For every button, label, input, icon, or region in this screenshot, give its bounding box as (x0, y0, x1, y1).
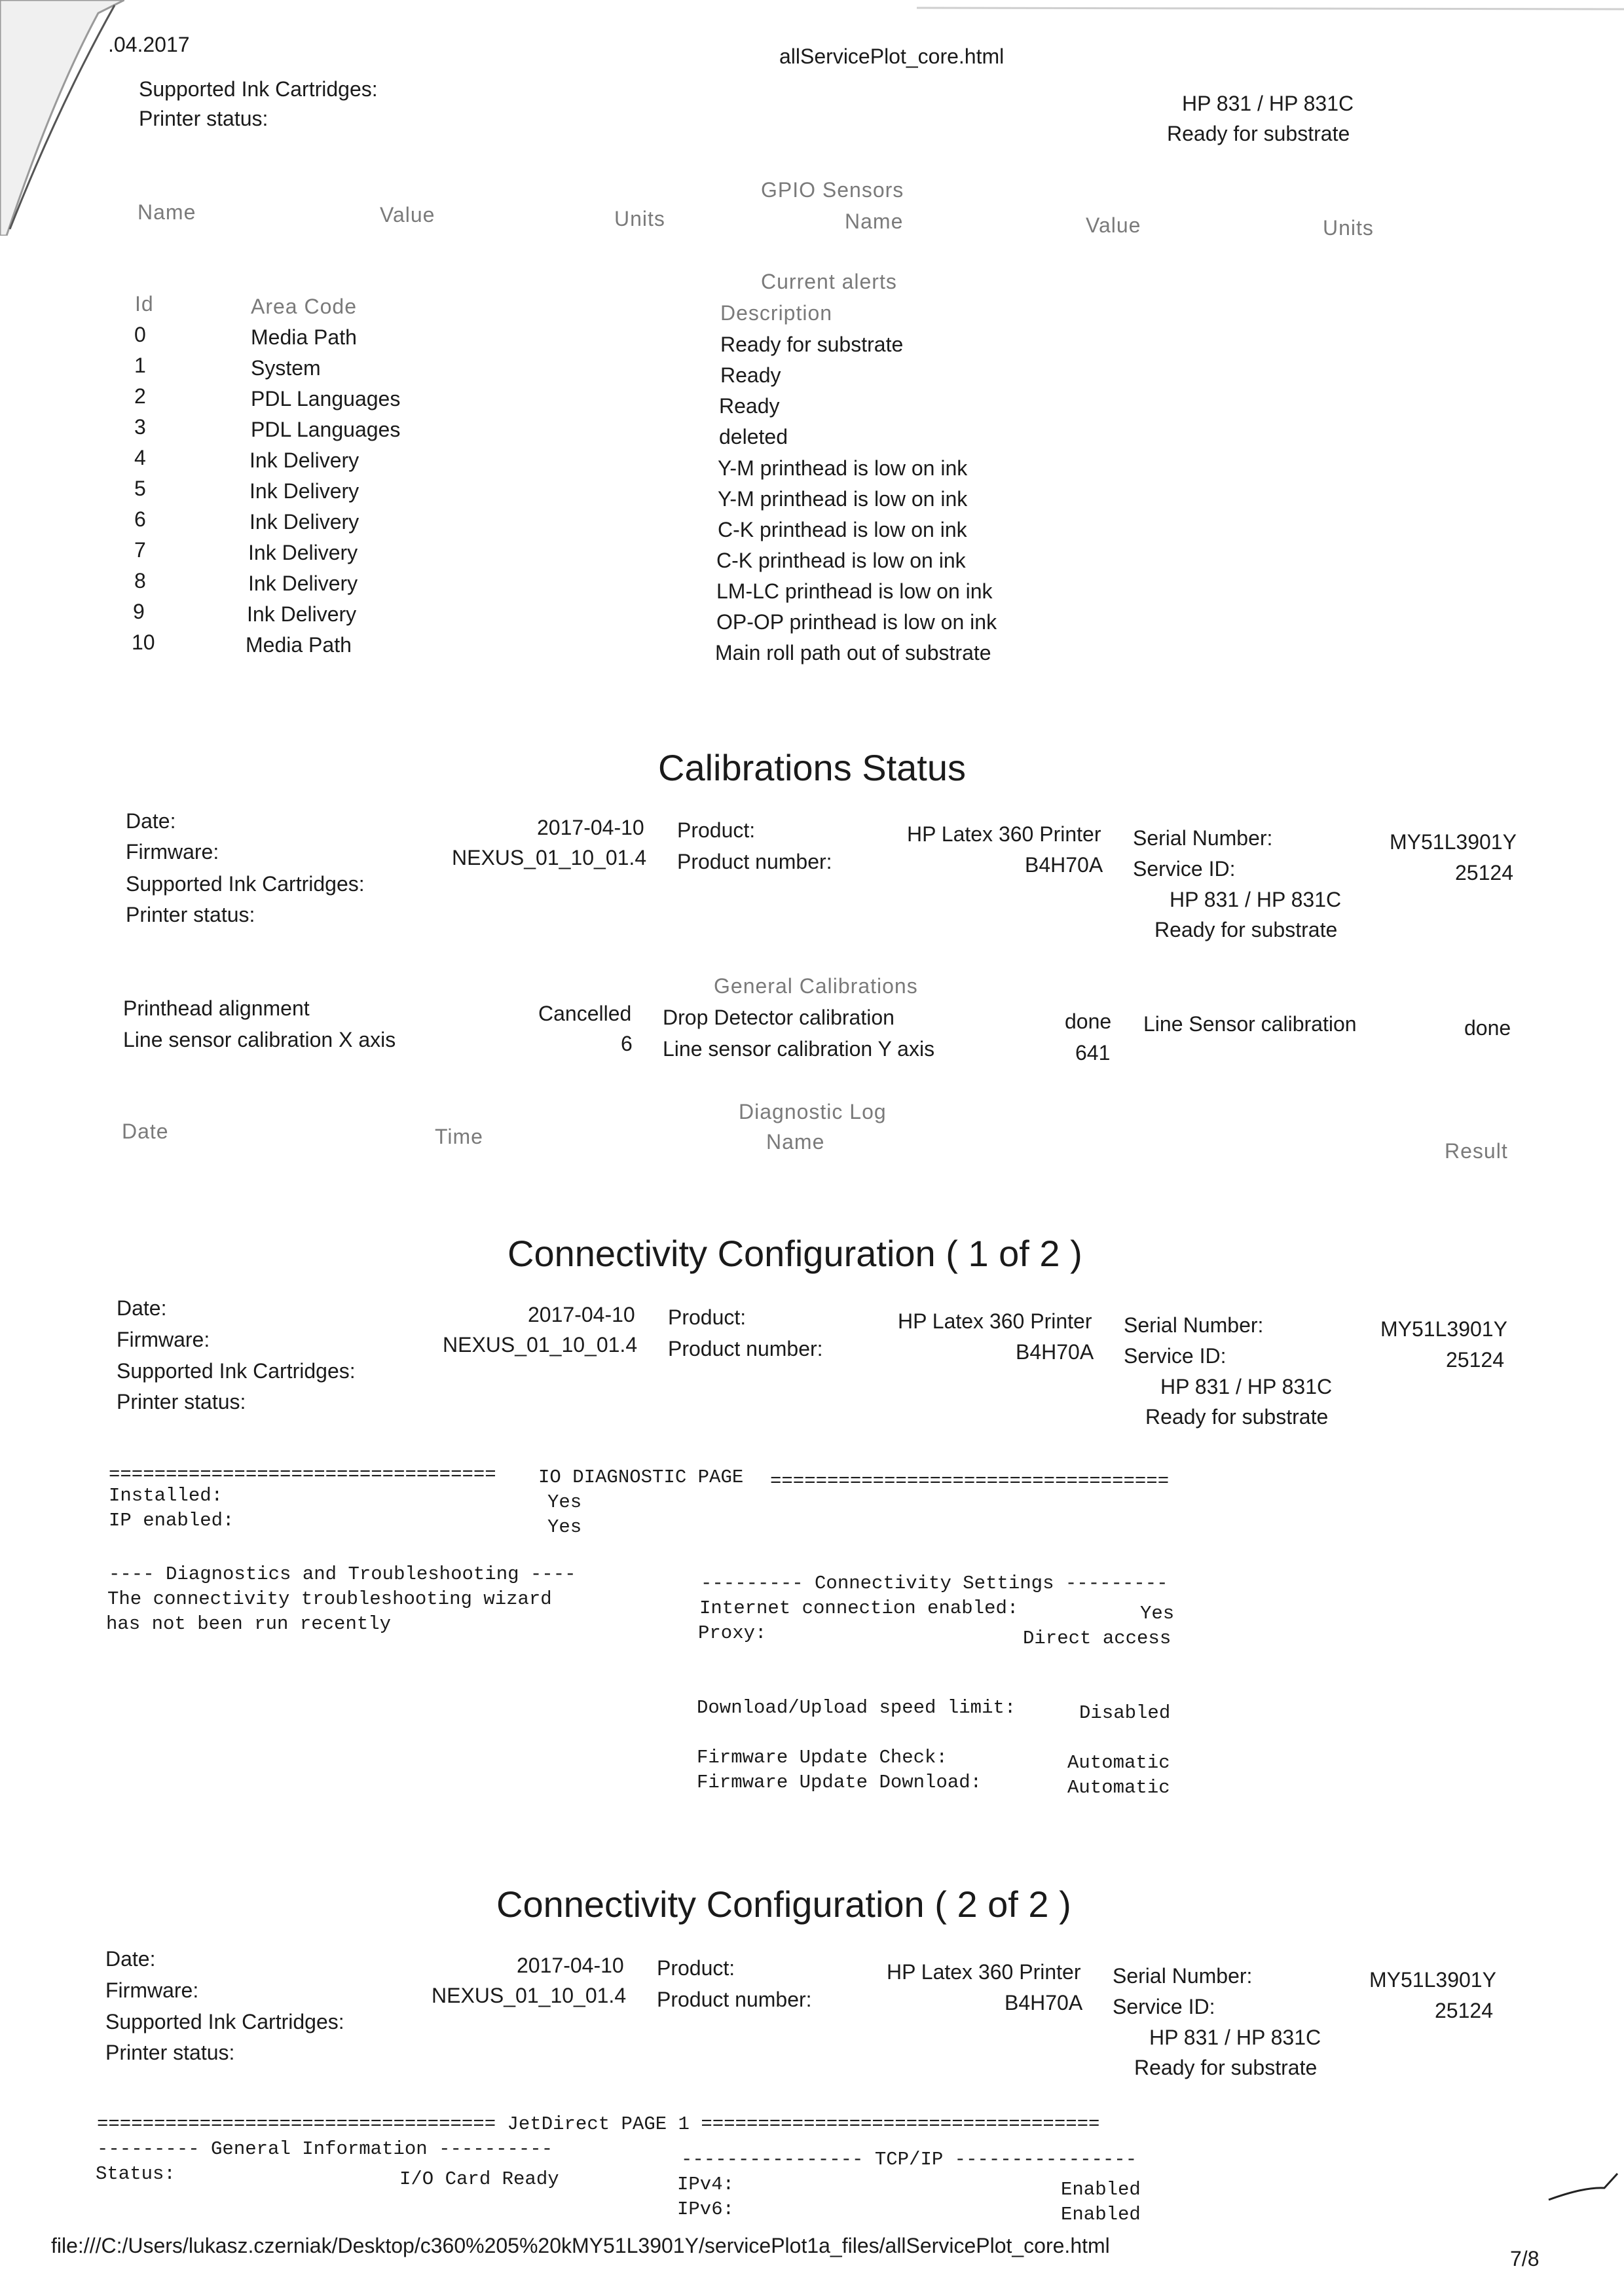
alert-area: Ink Delivery (249, 479, 360, 503)
alert-description: Ready for substrate (720, 333, 904, 356)
product-number-value: B4H70A (1016, 1340, 1094, 1364)
product-label: Product: (657, 1956, 735, 1980)
line-sensor-x-value: 6 (621, 1032, 633, 1055)
printhead-alignment-value: Cancelled (538, 1002, 632, 1025)
alert-area: PDL Languages (251, 418, 401, 441)
printer-status-value: Ready for substrate (1154, 918, 1338, 941)
gpio-col-units-2: Units (1323, 216, 1374, 240)
supported-ink-label: Supported Ink Cartridges: (126, 872, 365, 896)
general-information-header: --------- General Information ---------- (97, 2138, 553, 2160)
printhead-alignment-label: Printhead alignment (123, 996, 310, 1020)
proxy-value: Direct access (1023, 1628, 1172, 1649)
diagnostics-header: ---- Diagnostics and Troubleshooting ---- (109, 1563, 576, 1585)
alert-area: Media Path (246, 633, 352, 657)
alert-area: Ink Delivery (247, 602, 357, 626)
date-label: Date: (105, 1947, 156, 1971)
installed-value: Yes (547, 1491, 582, 1513)
printer-status-value: Ready for substrate (1134, 2056, 1318, 2079)
drop-detector-value: done (1065, 1010, 1112, 1033)
product-number-label: Product number: (668, 1337, 823, 1360)
diag-col-name: Name (766, 1130, 825, 1154)
ip-enabled-value: Yes (547, 1516, 582, 1538)
diag-col-date: Date (122, 1120, 169, 1143)
service-id-label: Service ID: (1113, 1995, 1215, 2018)
proxy-label: Proxy: (698, 1622, 767, 1644)
firmware-download-value: Automatic (1067, 1777, 1170, 1798)
connectivity-2-title: Connectivity Configuration ( 2 of 2 ) (496, 1884, 1071, 1925)
printer-status-label: Printer status: (126, 903, 255, 926)
service-id-value: 25124 (1455, 861, 1513, 884)
card-status-label: Status: (96, 2163, 175, 2185)
alerts-title: Current alerts (761, 270, 897, 293)
firmware-value: NEXUS_01_10_01.4 (432, 1984, 627, 2007)
service-id-value: 25124 (1446, 1348, 1504, 1372)
pen-mark (1545, 2160, 1624, 2213)
product-value: HP Latex 360 Printer (887, 1960, 1081, 1984)
date-value: 2017-04-10 (517, 1954, 624, 1977)
alert-id: 4 (134, 446, 146, 469)
service-id-value: 25124 (1435, 1999, 1493, 2022)
ink-value: HP 831 / HP 831C (1182, 92, 1354, 115)
alert-description: C-K printhead is low on ink (716, 549, 966, 572)
alert-id: 7 (134, 538, 146, 562)
diagnostics-line-2: has not been run recently (106, 1613, 392, 1635)
connectivity-1-title: Connectivity Configuration ( 1 of 2 ) (507, 1233, 1082, 1274)
alert-id: 8 (134, 569, 146, 592)
alert-description: Ready (720, 363, 781, 387)
installed-label: Installed: (109, 1485, 223, 1506)
alert-id: 1 (134, 354, 146, 377)
scan-edge-line (917, 5, 1624, 12)
alert-area: Ink Delivery (248, 572, 358, 595)
line-sensor-x-label: Line sensor calibration X axis (123, 1028, 396, 1051)
product-value: HP Latex 360 Printer (898, 1309, 1092, 1333)
ink-value: HP 831 / HP 831C (1170, 888, 1342, 911)
io-header-rule-right: =================================== (770, 1470, 1170, 1492)
product-label: Product: (668, 1305, 747, 1329)
alerts-col-area: Area Code (251, 295, 357, 318)
alert-id: 2 (134, 384, 146, 408)
printer-status-value: Ready for substrate (1167, 122, 1350, 145)
diagnostic-log-title: Diagnostic Log (739, 1100, 887, 1123)
firmware-value: NEXUS_01_10_01.4 (443, 1333, 638, 1357)
line-sensor-value: done (1464, 1016, 1511, 1040)
gpio-col-value-2: Value (1086, 213, 1141, 237)
speed-limit-label: Download/Upload speed limit: (697, 1697, 1016, 1719)
alert-area: Ink Delivery (249, 448, 360, 472)
printer-status-label: Printer status: (117, 1390, 246, 1413)
card-status-value: I/O Card Ready (399, 2168, 559, 2190)
alert-id: 3 (134, 415, 146, 439)
alert-description: Main roll path out of substrate (715, 641, 991, 665)
line-sensor-label: Line Sensor calibration (1143, 1012, 1357, 1036)
alert-area: PDL Languages (251, 387, 401, 410)
alert-description: deleted (719, 425, 788, 448)
alert-description: C-K printhead is low on ink (718, 518, 967, 541)
io-diagnostic-title: IO DIAGNOSTIC PAGE (538, 1467, 744, 1488)
alert-area: System (251, 356, 321, 380)
alert-area: Ink Delivery (248, 541, 358, 564)
gpio-col-value: Value (380, 203, 435, 227)
firmware-label: Firmware: (117, 1328, 210, 1351)
drop-detector-label: Drop Detector calibration (663, 1006, 895, 1029)
product-value: HP Latex 360 Printer (907, 822, 1101, 846)
serial-label: Serial Number: (1113, 1964, 1253, 1988)
page-number: 7/8 (1510, 2247, 1540, 2270)
gpio-col-units: Units (614, 207, 665, 230)
alert-description: LM-LC printhead is low on ink (716, 579, 993, 603)
supported-ink-label: Supported Ink Cartridges: (139, 77, 378, 101)
printer-status-label: Printer status: (139, 107, 268, 130)
page-curl-shadow (0, 0, 124, 236)
connectivity-settings-header: --------- Connectivity Settings --------- (701, 1573, 1168, 1594)
alert-description: Y-M printhead is low on ink (718, 487, 968, 511)
supported-ink-label: Supported Ink Cartridges: (117, 1359, 356, 1383)
date-label: Date: (126, 809, 176, 833)
file-path: file:///C:/Users/lukasz.czerniak/Desktop/c360%205%20kMY51L3901Y/servicePlot1a_files/allServicePlot_core.html (51, 2234, 1110, 2257)
serial-value: MY51L3901Y (1380, 1317, 1507, 1341)
ipv4-label: IPv4: (677, 2174, 735, 2195)
alert-id: 10 (132, 630, 155, 654)
date-value: 2017-04-10 (537, 816, 644, 839)
diag-col-result: Result (1445, 1139, 1508, 1163)
product-number-value: B4H70A (1005, 1991, 1083, 2014)
alert-description: Y-M printhead is low on ink (718, 456, 968, 480)
alert-id: 9 (133, 600, 145, 623)
product-number-label: Product number: (677, 850, 832, 873)
ip-enabled-label: IP enabled: (109, 1510, 234, 1531)
supported-ink-label: Supported Ink Cartridges: (105, 2010, 344, 2033)
product-number-value: B4H70A (1025, 853, 1103, 877)
alert-description: OP-OP printhead is low on ink (716, 610, 997, 634)
alert-id: 5 (134, 477, 146, 500)
speed-limit-value: Disabled (1079, 1702, 1171, 1724)
alert-area: Media Path (251, 325, 357, 349)
serial-label: Serial Number: (1124, 1313, 1264, 1337)
product-label: Product: (677, 818, 756, 842)
ink-value: HP 831 / HP 831C (1160, 1375, 1333, 1398)
file-title: allServicePlot_core.html (779, 45, 1005, 68)
gpio-title: GPIO Sensors (761, 178, 904, 202)
general-calibrations-title: General Calibrations (714, 974, 918, 998)
service-id-label: Service ID: (1124, 1344, 1227, 1368)
date-value: 2017-04-10 (528, 1303, 635, 1326)
ink-value: HP 831 / HP 831C (1149, 2026, 1321, 2049)
printer-status-value: Ready for substrate (1145, 1405, 1329, 1429)
firmware-value: NEXUS_01_10_01.4 (452, 846, 647, 869)
alerts-col-id: Id (135, 292, 154, 316)
io-header-rule-left: ================================== (109, 1464, 496, 1485)
diag-col-time: Time (435, 1125, 483, 1148)
serial-label: Serial Number: (1133, 826, 1273, 850)
date-label: Date: (117, 1296, 167, 1320)
serial-value: MY51L3901Y (1390, 830, 1517, 854)
printer-status-label: Printer status: (105, 2041, 235, 2064)
service-id-label: Service ID: (1133, 857, 1236, 881)
internet-enabled-value: Yes (1140, 1603, 1175, 1624)
calibrations-title: Calibrations Status (658, 747, 967, 788)
gpio-col-name: Name (138, 200, 196, 224)
internet-enabled-label: Internet connection enabled: (699, 1597, 1019, 1619)
serial-value: MY51L3901Y (1369, 1968, 1496, 1992)
product-number-label: Product number: (657, 1988, 812, 2011)
gpio-col-name-2: Name (845, 210, 904, 233)
alert-id: 6 (134, 507, 146, 531)
firmware-check-value: Automatic (1067, 1752, 1170, 1774)
alerts-col-desc: Description (720, 301, 833, 325)
diagnostics-line-1: The connectivity troubleshooting wizard (107, 1588, 552, 1610)
firmware-label: Firmware: (126, 840, 219, 864)
alert-description: Ready (719, 394, 780, 418)
line-sensor-y-label: Line sensor calibration Y axis (663, 1037, 935, 1061)
ipv6-value: Enabled (1061, 2204, 1141, 2225)
jetdirect-header: =================================== JetDirect PAGE 1 =================================== (97, 2113, 1100, 2135)
firmware-check-label: Firmware Update Check: (697, 1747, 948, 1768)
print-date: .04.2017 (108, 33, 190, 56)
alert-area: Ink Delivery (249, 510, 360, 534)
ipv6-label: IPv6: (677, 2198, 735, 2220)
ipv4-value: Enabled (1061, 2179, 1141, 2200)
firmware-label: Firmware: (105, 1978, 199, 2002)
line-sensor-y-value: 641 (1075, 1041, 1111, 1065)
firmware-download-label: Firmware Update Download: (697, 1772, 982, 1793)
alert-id: 0 (134, 323, 146, 346)
tcpip-header: ---------------- TCP/IP ---------------- (681, 2149, 1137, 2170)
